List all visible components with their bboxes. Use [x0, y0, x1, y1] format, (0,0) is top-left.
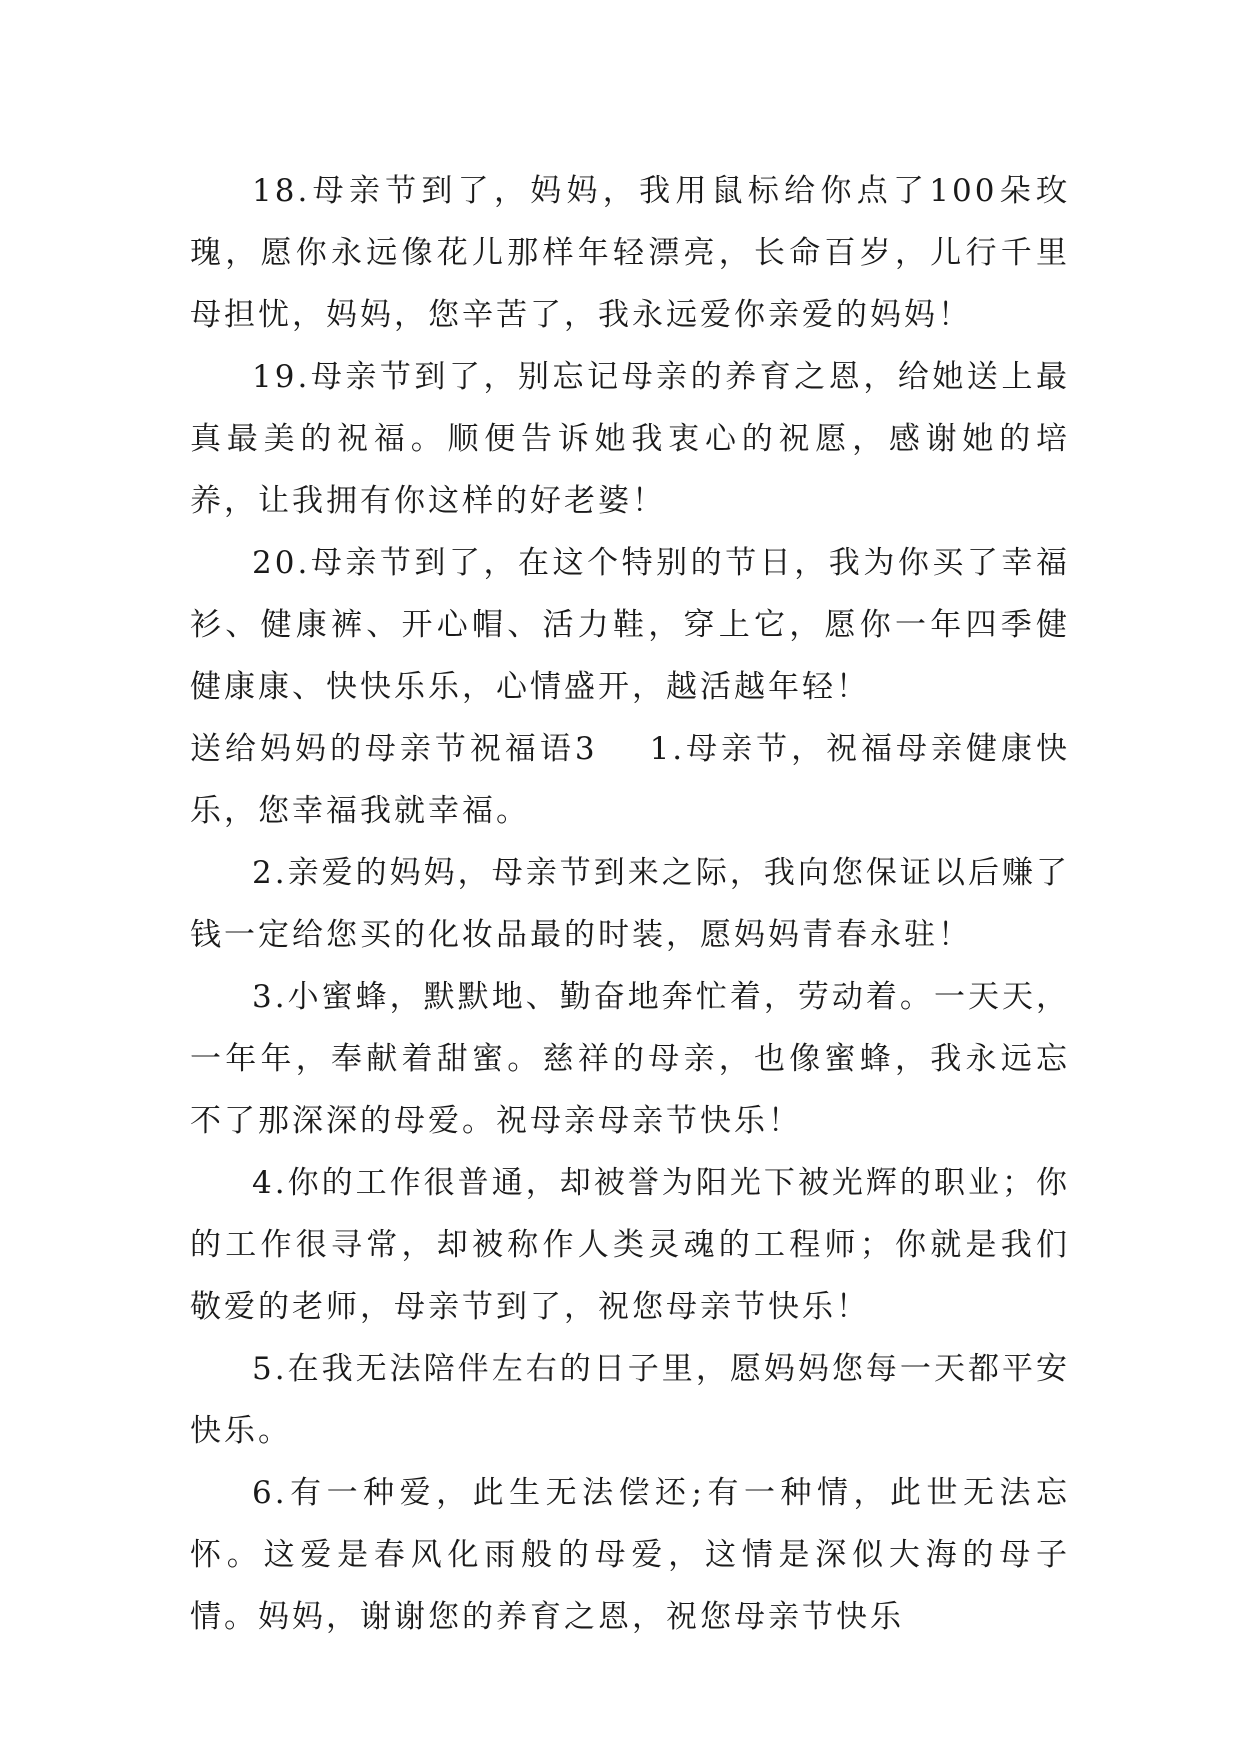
document-body	[190, 160, 1070, 1648]
item-5: 5.在我无法陪伴左右的日子里，愿妈妈您每一天都平安快乐。	[190, 1351, 1070, 1449]
item-3: 3.小蜜蜂，默默地、勤奋地奔忙着，劳动着。一天天，一年年，奉献着甜蜜。慈祥的母亲，也像蜜蜂，我永远忘不了那深深的母爱。祝母亲母亲节快乐！	[190, 979, 1070, 1139]
item-2: 2.亲爱的妈妈，母亲节到来之际，我向您保证以后赚了钱一定给您买的化妆品最的时装，愿妈妈青春永驻！	[190, 855, 1070, 953]
section-heading: 送给妈妈的母亲节祝福语3	[190, 731, 598, 767]
item-4: 4.你的工作很普通，却被誉为阳光下被光辉的职业；你的工作很寻常，却被称作人类灵魂的工程师；你就是我们敬爱的老师，母亲节到了，祝您母亲节快乐！	[190, 1165, 1070, 1325]
item-6: 6.有一种爱，此生无法偿还;有一种情，此世无法忘怀。这爱是春风化雨般的母爱，这情是深似大海的母子情。妈妈，谢谢您的养育之恩，祝您母亲节快乐	[190, 1475, 1070, 1635]
paragraph-18: 18.母亲节到了，妈妈，我用鼠标给你点了100朵玫瑰，愿你永远像花儿那样年轻漂亮，长命百岁，儿行千里母担忧，妈妈，您辛苦了，我永远爱你亲爱的妈妈！	[190, 173, 1070, 333]
section-paragraph	[190, 718, 1070, 842]
paragraph-20: 20.母亲节到了，在这个特别的节日，我为你买了幸福衫、健康裤、开心帽、活力鞋，穿上它，愿你一年四季健健康康、快快乐乐，心情盛开，越活越年轻！	[190, 545, 1070, 705]
section-first-item: 1.母亲节，祝福母亲健康快乐，您幸福我就幸福。	[190, 731, 1070, 829]
paragraph-19: 19.母亲节到了，别忘记母亲的养育之恩，给她送上最真最美的祝福。顺便告诉她我衷心的祝愿，感谢她的培养，让我拥有你这样的好老婆！	[190, 359, 1070, 519]
